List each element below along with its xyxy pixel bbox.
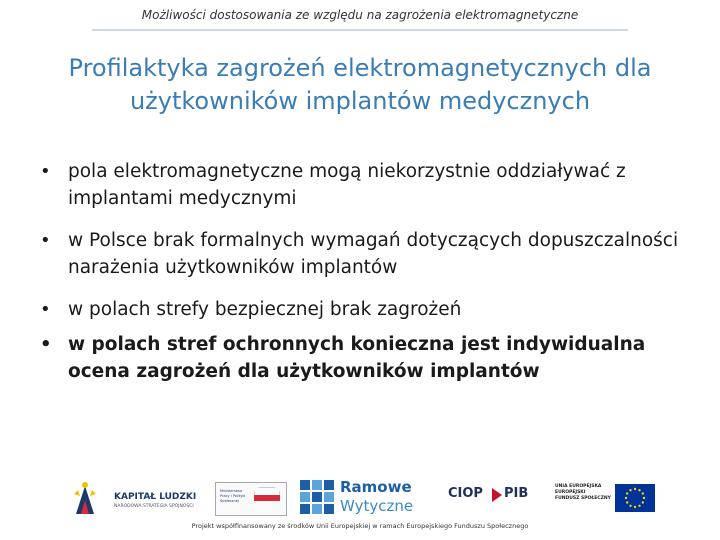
pib-text: PIB — [504, 486, 529, 501]
eu-logo — [555, 482, 655, 516]
bullet-icon: • — [40, 299, 51, 320]
bullet-icon: • — [40, 334, 52, 355]
kapital-ludzki-logo — [72, 478, 202, 518]
bullet-icon: • — [40, 161, 51, 182]
bullet-text: w polach stref ochronnych konieczna jest indywidualna ocena zagrożeń dla użytkowników implantów — [68, 334, 646, 382]
bullet-text: pola elektromagnetyczne mogą niekorzystnie oddziaływać z implantami medycznymi — [68, 161, 626, 209]
ministry-name: Ministerstwo Pracy i Polityki Społecznej — [220, 489, 246, 503]
bullet-item — [40, 227, 700, 281]
bullet-item — [40, 158, 700, 212]
logo-bar — [0, 474, 720, 524]
ramowe-text: Ramowe — [340, 478, 412, 496]
cofinancing-note: Projekt współfinansowany ze środków Unii Europejskiej w ramach Europejskiego Funduszu Społecznego — [191, 522, 529, 530]
ciop-arrow-icon — [492, 488, 502, 502]
eu-text: UNIA EUROPEJSKA EUROPEJSKI FUNDUSZ SPOŁECZNY — [555, 484, 611, 501]
header-divider — [92, 29, 628, 31]
ciop-pib-logo — [448, 486, 538, 508]
slide-header: Możliwości dostosowania ze względu na zagrożenia elektromagnetyczne — [141, 8, 579, 22]
kapital-ludzki-name: KAPITAŁ LUDZKI — [114, 492, 197, 502]
eu-flag-icon — [615, 484, 655, 512]
polish-flag-icon — [254, 487, 280, 501]
wytyczne-text: Wytyczne — [340, 497, 414, 515]
ministry-logo — [215, 482, 287, 516]
ciop-text: CIOP — [448, 486, 483, 501]
kapital-ludzki-logo-icon — [72, 480, 98, 516]
slide-title: Profilaktyka zagrożeń elektromagnetycznych dla użytkowników implantów medycznych — [68, 54, 652, 115]
bullet-item — [40, 296, 700, 323]
ramowe-wytyczne-logo — [300, 476, 430, 520]
bullet-item — [40, 331, 700, 385]
bullet-text: w Polsce brak formalnych wymagań dotyczących dopuszczalności narażenia użytkowników implantów — [68, 230, 679, 278]
bullet-text: w polach strefy bezpiecznej brak zagrożeń — [68, 299, 462, 320]
kapital-ludzki-subtitle: NARODOWA STRATEGIA SPÓJNOŚCI — [114, 504, 194, 509]
bullet-list — [40, 158, 700, 400]
bullet-icon: • — [40, 230, 51, 251]
ramowe-wytyczne-grid-icon — [300, 480, 334, 514]
